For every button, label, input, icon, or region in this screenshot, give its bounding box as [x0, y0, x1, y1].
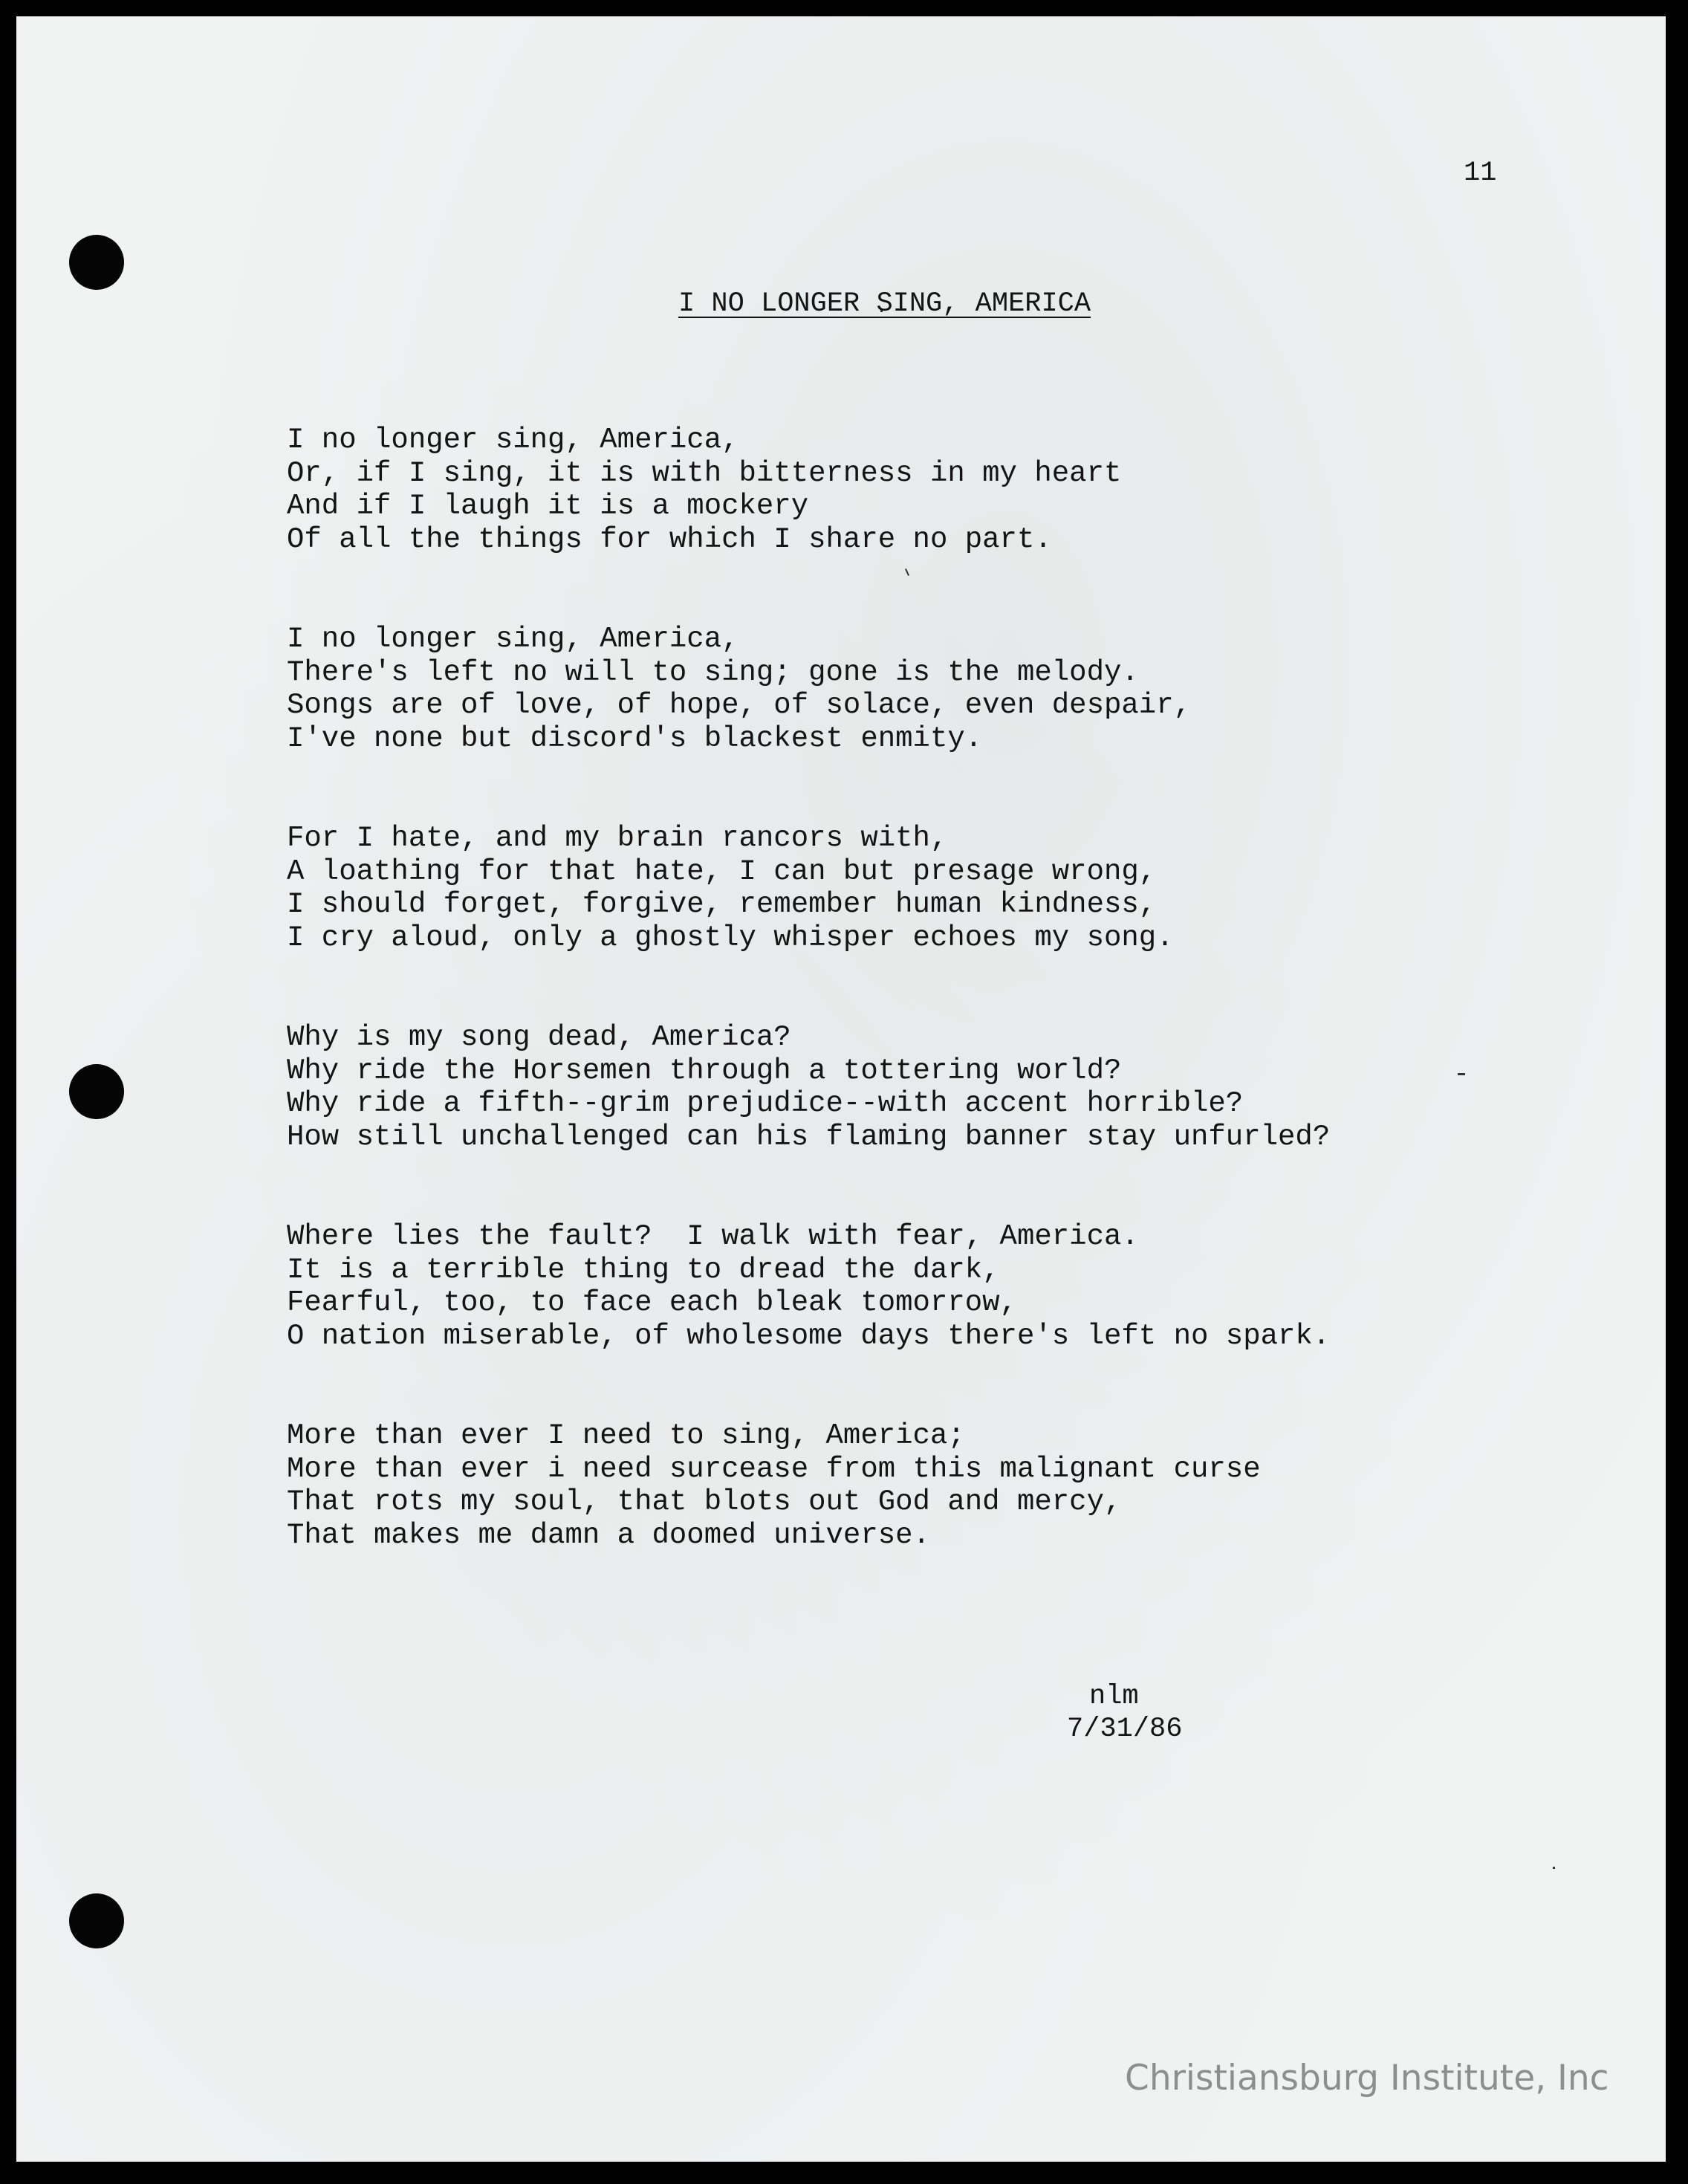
poem-line: I should forget, forgive, remember human kindness,	[287, 888, 1157, 921]
poem-line: Why ride a fifth--grim prejudice--with accent horrible?	[287, 1087, 1244, 1120]
poem-line: It is a terrible thing to dread the dark,	[287, 1253, 1000, 1286]
stanza-4	[287, 1021, 1505, 1153]
poem-line: There's left no will to sing; gone is the melody.	[287, 655, 1139, 689]
poem-line: I cry aloud, only a ghostly whisper echoes my song.	[287, 921, 1174, 954]
poem-line: For I hate, and my brain rancors with,	[287, 822, 948, 855]
page-number: 11	[1464, 158, 1497, 189]
archive-watermark: Christiansburg Institute, Inc	[1125, 2058, 1609, 2099]
poem-line: Or, if I sing, it is with bitterness in my heart	[287, 456, 1122, 490]
stanza-6	[287, 1419, 1505, 1552]
stanza-5	[287, 1220, 1505, 1352]
poem-line: Why ride the Horsemen through a tottering world?	[287, 1054, 1122, 1087]
poem-line: I no longer sing, America,	[287, 424, 739, 456]
poem-line: And if I laugh it is a mockery	[287, 490, 809, 522]
poem-line: How still unchallenged can his flaming banner stay unfurled?	[287, 1120, 1331, 1153]
stanza-3	[287, 822, 1505, 954]
poem-line: More than ever i need surcease from this malignant curse	[287, 1452, 1261, 1485]
poem-title: I NO LONGER SING, AMERICA	[678, 288, 1091, 320]
paper-speck	[1553, 1867, 1555, 1869]
poem-line: I no longer sing, America,	[287, 623, 739, 655]
binder-hole-bottom	[69, 1893, 124, 1948]
poem-line: Of all the things for which I share no part.	[287, 522, 1052, 556]
poem-line: I've none but discord's blackest enmity.	[287, 722, 983, 755]
stanza-1	[287, 424, 1505, 556]
poem-line: More than ever I need to sing, America;	[287, 1419, 965, 1452]
poem-line: O nation miserable, of wholesome days there's left no spark.	[287, 1319, 1331, 1352]
author-initials: nlm	[1089, 1681, 1139, 1712]
signature-date: 7/31/86	[1067, 1714, 1183, 1745]
poem-line: Songs are of love, of hope, of solace, even despair,	[287, 689, 1191, 722]
binder-hole-middle	[69, 1064, 124, 1119]
poem-line: Where lies the fault? I walk with fear, America.	[287, 1220, 1139, 1253]
poem-line: A loathing for that hate, I can but presage wrong,	[287, 855, 1157, 888]
stanza-2	[287, 623, 1505, 755]
poem-line: Fearful, too, to face each bleak tomorrow,	[287, 1286, 1017, 1319]
poem-line: That rots my soul, that blots out God and mercy,	[287, 1485, 1122, 1518]
poem-body	[287, 424, 1505, 1618]
poem-line: Why is my song dead, America?	[287, 1021, 791, 1054]
poem-line: That makes me damn a doomed universe.	[287, 1518, 930, 1552]
binder-hole-top	[69, 235, 124, 290]
